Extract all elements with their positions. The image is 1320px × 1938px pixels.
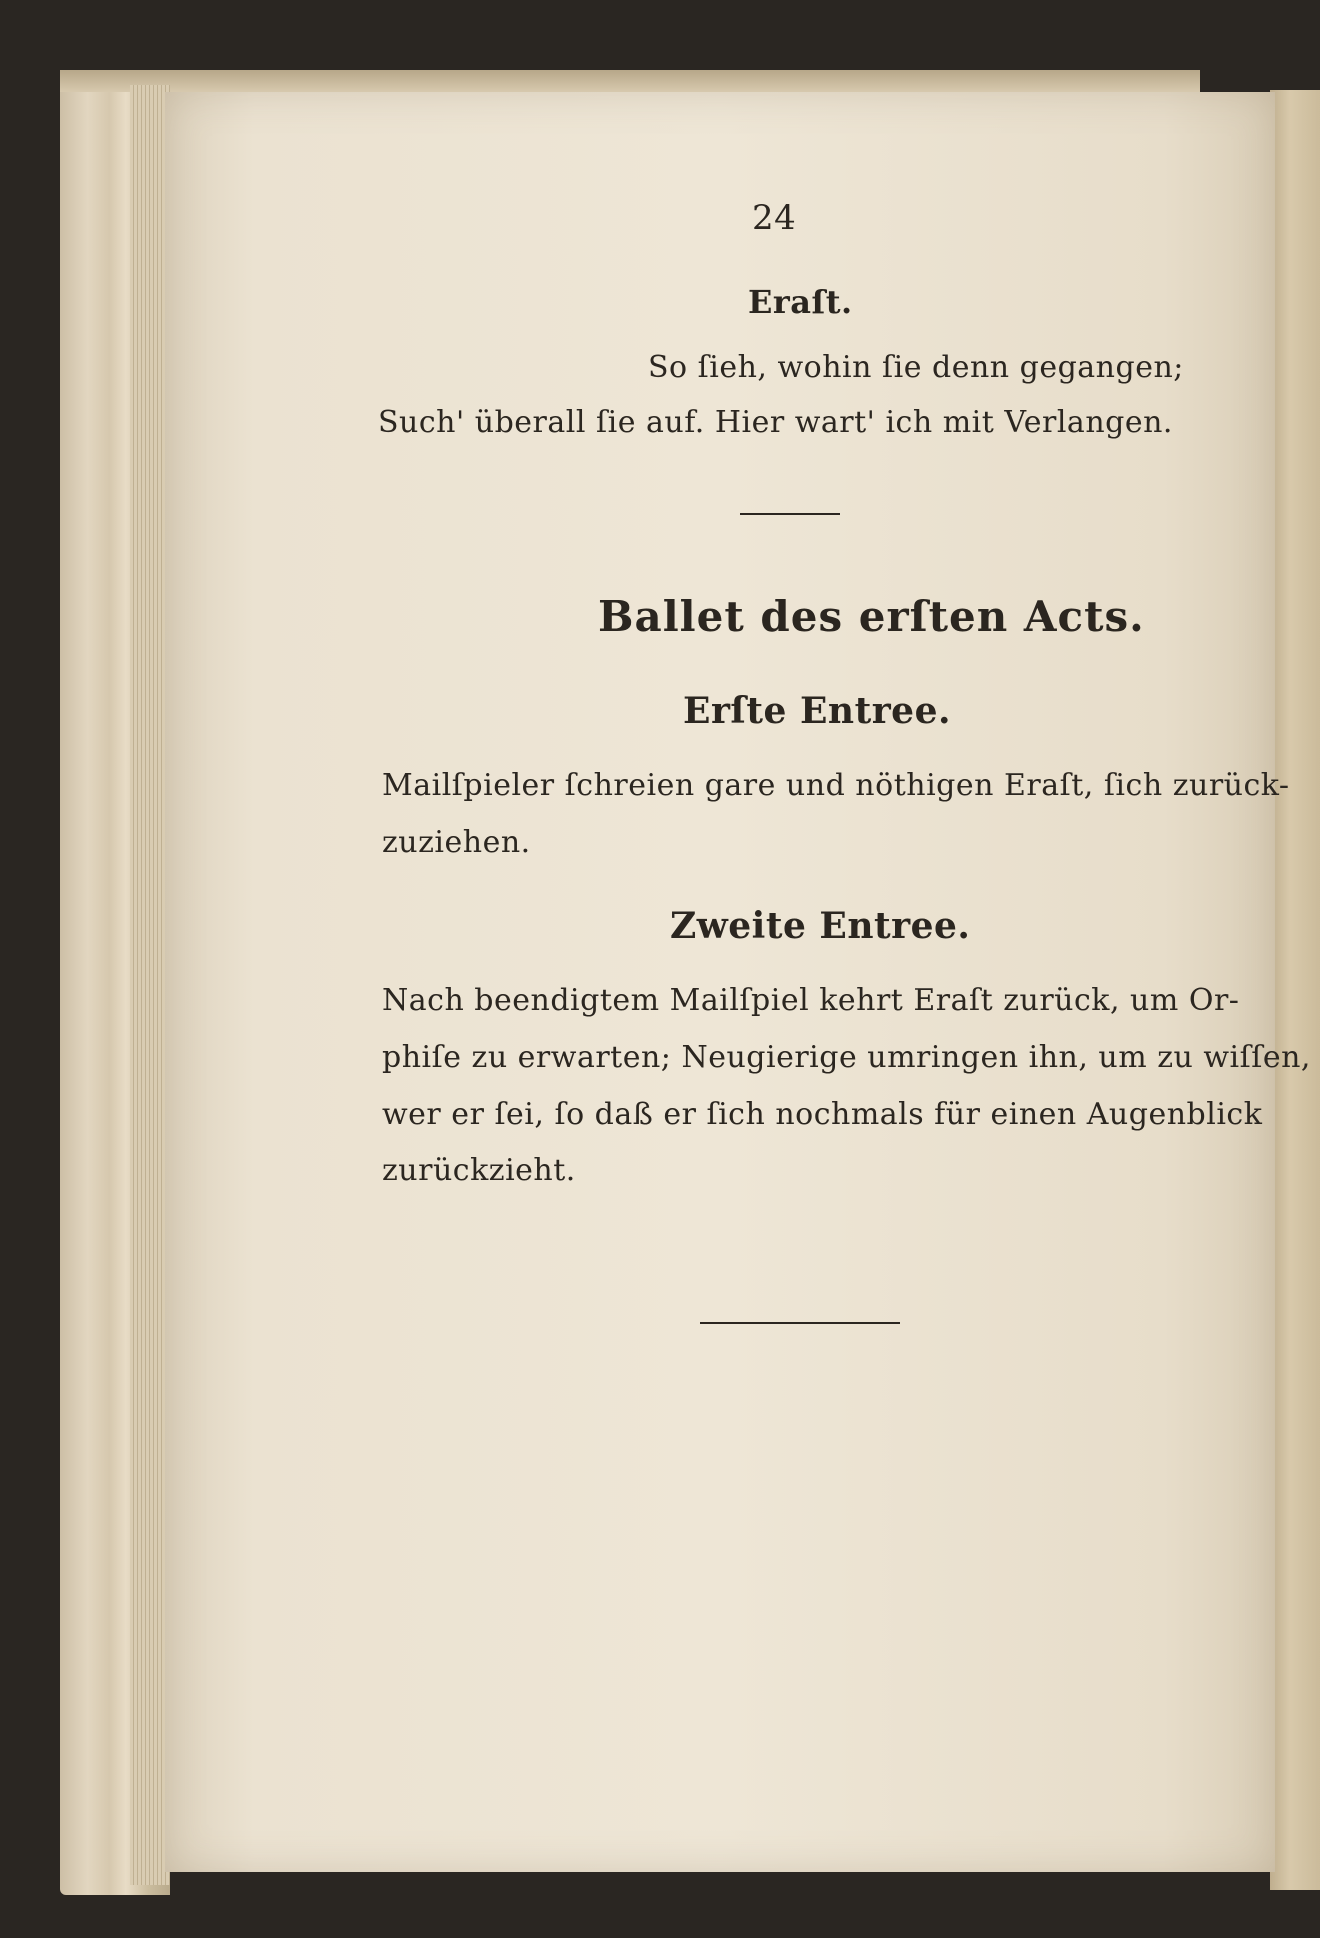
verse-line-2: Such' überall ſie auf. Hier wart' ich mit Verlangen. bbox=[378, 405, 1173, 440]
entree-1-title: Erſte Entree. bbox=[683, 690, 952, 732]
facing-page-edge bbox=[1270, 90, 1320, 1890]
entree-2-title: Zweite Entree. bbox=[670, 905, 971, 947]
section-divider bbox=[740, 513, 840, 515]
ballet-heading: Ballet des erſten Acts. bbox=[598, 592, 1145, 641]
end-divider bbox=[700, 1322, 900, 1324]
page-stack-edge bbox=[130, 85, 170, 1885]
entree-2-line-3: wer er ſei, ſo daß er ſich nochmals für einen Augenblick bbox=[382, 1097, 1263, 1132]
entree-2-line-1: Nach beendigtem Mailſpiel kehrt Eraſt zurück, um Or- bbox=[382, 983, 1240, 1018]
entree-2-line-4: zurückzieht. bbox=[382, 1153, 576, 1188]
speaker-name: Eraſt. bbox=[748, 283, 853, 321]
verse-line-1: So ſieh, wohin ſie denn gegangen; bbox=[648, 350, 1184, 385]
entree-2-line-2: phiſe zu erwarten; Neugierige umringen ihn, um zu wiſſen, bbox=[382, 1040, 1311, 1075]
page-number: 24 bbox=[752, 198, 797, 238]
book-top-edge bbox=[60, 70, 1200, 92]
entree-1-line-1: Mailſpieler ſchreien gare und nöthigen Eraſt, ſich zurück- bbox=[382, 768, 1290, 803]
entree-1-line-2: zuziehen. bbox=[382, 825, 531, 860]
